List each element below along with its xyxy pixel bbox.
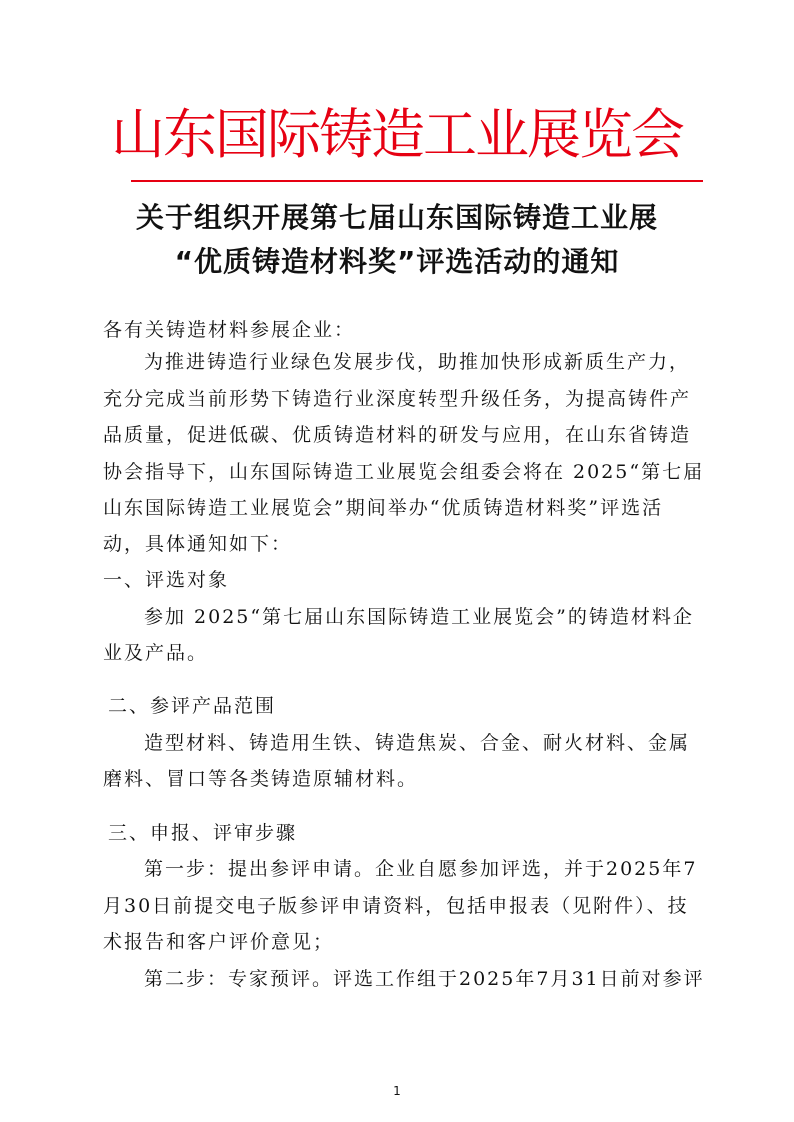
- section-3-line: 术报告和客户评价意见；: [103, 931, 335, 953]
- section-3-heading: 三、申报、评审步骤: [108, 822, 298, 844]
- intro-paragraph-line: 品质量，促进低碳、优质铸造材料的研发与应用，在山东省铸造: [103, 424, 692, 446]
- section-3-line: 月30日前提交电子版参评申请资料，包括申报表（见附件）、技: [103, 895, 689, 917]
- section-3-line: 第一步：提出参评申请。企业自愿参加评选，并于2025年7: [144, 858, 698, 880]
- page-number: 1: [393, 1084, 401, 1098]
- intro-paragraph-line: 充分完成当前形势下铸造行业深度转型升级任务，为提高铸件产: [103, 388, 692, 410]
- document-title-line-2: “优质铸造材料奖”评选活动的通知: [174, 245, 620, 278]
- organization-header: 山东国际铸造工业展览会: [111, 103, 683, 166]
- header-red-rule: [131, 180, 703, 182]
- intro-paragraph-line: 协会指导下，山东国际铸造工业展览会组委会将在 2025“第七届: [103, 461, 705, 483]
- section-2-heading: 二、参评产品范围: [108, 695, 277, 717]
- section-3-line: 第二步：专家预评。评选工作组于2025年7月31日前对参评: [144, 968, 705, 990]
- section-1-line: 业及产品。: [103, 642, 209, 664]
- section-1-line: 参加 2025“第七届山东国际铸造工业展览会”的铸造材料企: [144, 606, 694, 628]
- document-title-line-1: 关于组织开展第七届山东国际铸造工业展: [135, 201, 658, 234]
- section-2-line: 磨料、冒口等各类铸造原辅材料。: [103, 768, 419, 790]
- salutation: 各有关铸造材料参展企业：: [103, 319, 356, 341]
- intro-paragraph-line: 山东国际铸造工业展览会”期间举办“优质铸造材料奖”评选活: [103, 497, 664, 519]
- section-1-heading: 一、评选对象: [103, 569, 230, 591]
- intro-paragraph-line: 动，具体通知如下：: [103, 533, 293, 555]
- section-2-line: 造型材料、铸造用生铁、铸造焦炭、合金、耐火材料、金属: [144, 732, 691, 754]
- intro-paragraph-line: 为推进铸造行业绿色发展步伐，助推加快形成新质生产力，: [144, 351, 691, 373]
